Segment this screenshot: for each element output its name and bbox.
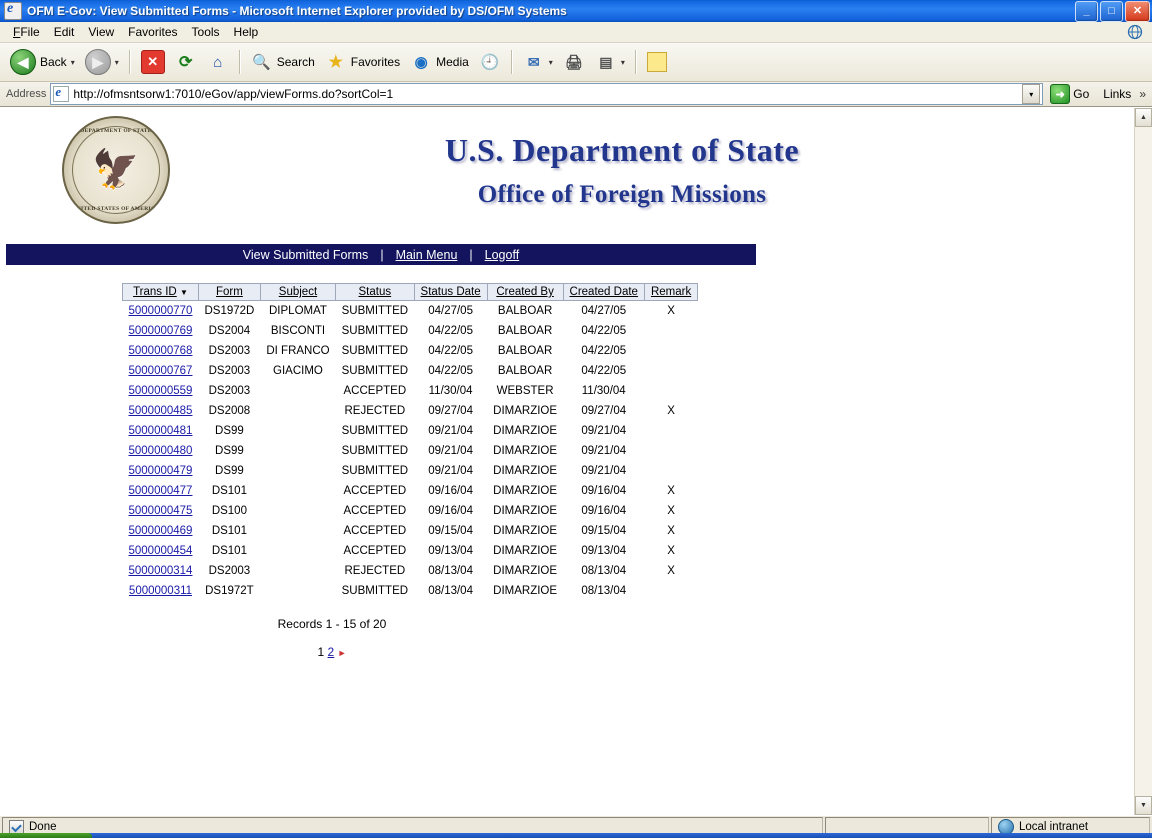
cell-created-by: WEBSTER	[496, 385, 554, 397]
document-area	[0, 107, 1152, 815]
cell-status-date: 09/15/04	[428, 525, 473, 537]
cell-remark: X	[667, 485, 675, 497]
column-header-status-label: Status	[358, 286, 392, 298]
cell-form: DS99	[215, 465, 244, 477]
cell-trans-id	[123, 301, 199, 322]
stop-icon: ✕	[141, 50, 165, 74]
trans-id-link[interactable]: 5000000767	[128, 365, 193, 377]
minimize-button[interactable]	[1075, 1, 1098, 22]
table-header-row	[123, 284, 698, 301]
home-button[interactable]	[203, 46, 233, 78]
cell-status-date: 09/16/04	[428, 505, 473, 517]
trans-id-link[interactable]: 5000000485	[128, 405, 193, 417]
go-arrow-icon: ➜	[1050, 84, 1070, 104]
toolbar-overflow-chevron-icon[interactable]: »	[1139, 87, 1146, 101]
submitted-forms-table	[122, 283, 698, 601]
trans-id-link[interactable]: 5000000479	[128, 465, 193, 477]
column-header-remark[interactable]	[644, 284, 697, 301]
cell-created-by: DIMARZIOE	[493, 445, 558, 457]
cell-form: DS2003	[208, 345, 251, 357]
cell-status: ACCEPTED	[343, 385, 407, 397]
trans-id-link[interactable]: 5000000768	[128, 345, 193, 357]
table-row	[123, 541, 698, 561]
media-label: Media	[436, 55, 469, 69]
refresh-button[interactable]	[171, 46, 201, 78]
trans-id-link[interactable]: 5000000481	[128, 425, 193, 437]
cell-status-date: 08/13/04	[428, 585, 473, 597]
column-header-trans-id[interactable]	[123, 284, 199, 301]
nav-separator: |	[469, 247, 473, 262]
maximize-button[interactable]	[1100, 1, 1123, 22]
cell-status-date: 08/13/04	[428, 565, 473, 577]
cell-status: SUBMITTED	[341, 325, 409, 337]
go-button[interactable]	[1047, 83, 1095, 105]
cell-created-date: 09/16/04	[581, 485, 627, 497]
record-count-text: Records 1 - 15 of 20	[277, 617, 387, 631]
home-icon: ⌂	[213, 53, 223, 71]
cell-status-date: 04/22/05	[428, 325, 473, 337]
search-label: Search	[276, 55, 315, 69]
cell-trans-id	[123, 341, 199, 361]
cell-remark	[644, 321, 697, 341]
cell-subject	[260, 441, 335, 461]
address-url-text: http://ofmsntsorw1:7010/eGov/app/viewForms.do?sortCol=1	[73, 87, 394, 101]
cell-form: DS2004	[208, 325, 251, 337]
cell-remark	[644, 581, 697, 601]
cell-status-date: 09/16/04	[428, 485, 473, 497]
cell-remark	[644, 461, 697, 481]
cell-status-date: 04/22/05	[428, 345, 473, 357]
table-row	[123, 401, 698, 421]
cell-trans-id	[123, 501, 199, 521]
window-controls	[1075, 1, 1150, 22]
page-banner	[0, 108, 1134, 228]
cell-created-date: 04/22/05	[581, 325, 627, 337]
nav-current-page-label: View Submitted Forms	[242, 247, 369, 262]
vertical-scrollbar[interactable]	[1134, 108, 1152, 815]
start-button[interactable]	[0, 833, 92, 838]
cell-created-date: 09/27/04	[581, 405, 627, 417]
cell-trans-id	[123, 361, 199, 381]
maximize-icon: □	[1108, 4, 1115, 17]
trans-id-link[interactable]: 5000000770	[128, 305, 193, 317]
cell-created-date: 09/21/04	[581, 425, 627, 437]
table-row	[123, 421, 698, 441]
column-header-status-date-label: Status Date	[420, 286, 481, 298]
links-label: Links	[1103, 87, 1132, 101]
cell-status-date: 11/30/04	[428, 385, 473, 397]
column-header-created-by[interactable]	[487, 284, 563, 301]
cell-created-date: 11/30/04	[581, 385, 626, 397]
edit-dropdown-caret-icon[interactable]: ▾	[620, 57, 625, 67]
column-header-created-by-label: Created By	[496, 286, 554, 298]
cell-created-date: 08/13/04	[581, 585, 627, 597]
nav-link-main-menu[interactable]: Main Menu	[395, 247, 458, 262]
chevron-down-icon: ▾	[1029, 89, 1034, 99]
table-row	[123, 501, 698, 521]
cell-remark	[644, 381, 697, 401]
cell-created-date: 09/13/04	[581, 545, 627, 557]
cell-subject	[260, 541, 335, 561]
cell-subject	[260, 401, 335, 421]
cell-trans-id	[123, 441, 199, 461]
seal-ring-bottom-text: UNITED STATES OF AMERICA	[72, 206, 160, 212]
page-icon	[53, 86, 69, 102]
cell-created-by: DIMARZIOE	[493, 585, 558, 597]
forward-dropdown-caret-icon[interactable]: ▾	[114, 57, 119, 67]
favorites-button[interactable]	[321, 46, 404, 78]
scroll-up-button[interactable]: ▲	[1135, 108, 1152, 127]
cell-created-date: 09/15/04	[581, 525, 627, 537]
toolbar-separator	[635, 50, 637, 74]
web-page	[0, 108, 1134, 815]
column-header-form-label: Form	[215, 286, 243, 298]
column-header-created-date[interactable]	[563, 284, 644, 301]
department-of-state-seal-icon	[62, 116, 170, 224]
page-subtitle: Office of Foreign Missions	[477, 180, 767, 208]
menu-item-view[interactable]: View	[88, 25, 115, 39]
cell-form: DS99	[215, 425, 244, 437]
cell-trans-id	[123, 421, 199, 441]
cell-status: ACCEPTED	[343, 545, 407, 557]
cell-status-date: 09/21/04	[428, 445, 473, 457]
cell-status: SUBMITTED	[341, 305, 409, 317]
cell-status: SUBMITTED	[341, 445, 409, 457]
links-button[interactable]	[1099, 87, 1135, 101]
nav-link-logoff[interactable]: Logoff	[484, 247, 520, 262]
cell-form: DS101	[211, 485, 247, 497]
forward-button[interactable]	[81, 46, 123, 78]
next-page-arrow-icon[interactable]: ►	[337, 648, 347, 658]
cell-remark: X	[667, 525, 675, 537]
cell-status: SUBMITTED	[341, 465, 409, 477]
minimize-icon: _	[1083, 4, 1090, 17]
column-header-subject[interactable]	[260, 284, 335, 301]
table-row	[123, 441, 698, 461]
address-bar	[0, 82, 1152, 107]
table-header	[123, 284, 698, 301]
pagination	[122, 645, 542, 659]
status-message: Done	[29, 821, 57, 833]
cell-created-by: BALBOAR	[497, 305, 553, 317]
back-label: Back	[40, 55, 67, 69]
media-icon: ◉	[414, 54, 428, 71]
cell-form: DS101	[211, 545, 247, 557]
page-number-2-link[interactable]: 2	[327, 645, 335, 659]
cell-trans-id	[123, 581, 199, 601]
column-header-form[interactable]	[198, 284, 260, 301]
menu-item-favorites[interactable]: Favorites	[128, 25, 178, 39]
cell-subject: DI FRANCO	[266, 345, 330, 357]
search-icon: 🔍	[252, 54, 272, 71]
cell-remark	[644, 441, 697, 461]
cell-created-by: DIMARZIOE	[493, 505, 558, 517]
back-dropdown-caret-icon[interactable]: ▾	[70, 57, 75, 67]
window-title: OFM E-Gov: View Submitted Forms - Microsoft Internet Explorer provided by DS/OFM Systems	[27, 4, 567, 18]
cell-trans-id	[123, 561, 199, 581]
menu-item-tools[interactable]: Tools	[191, 25, 220, 39]
security-zone-label: Local intranet	[1019, 821, 1089, 833]
cell-created-date: 04/27/05	[581, 305, 627, 317]
cell-created-by: BALBOAR	[497, 365, 553, 377]
cell-status: ACCEPTED	[343, 525, 407, 537]
cell-status-date: 04/27/05	[428, 305, 473, 317]
title-bar	[0, 0, 1152, 22]
table-row	[123, 321, 698, 341]
cell-trans-id	[123, 481, 199, 501]
cell-subject	[260, 381, 335, 401]
trans-id-link[interactable]: 5000000469	[128, 525, 193, 537]
cell-subject	[260, 581, 335, 601]
page-titles	[110, 132, 1134, 209]
cell-status: SUBMITTED	[341, 425, 409, 437]
column-header-remark-label: Remark	[650, 286, 692, 298]
scrollbar-track[interactable]	[1135, 127, 1152, 796]
refresh-icon: ⟳	[179, 54, 193, 71]
table-row	[123, 461, 698, 481]
cell-form: DS1972D	[204, 305, 255, 317]
table-row	[123, 521, 698, 541]
column-header-trans-id-label: Trans ID	[133, 286, 177, 298]
close-icon: ✕	[1132, 4, 1143, 17]
cell-status-date: 09/27/04	[428, 405, 473, 417]
history-button[interactable]	[475, 46, 505, 78]
media-button[interactable]	[406, 46, 473, 78]
cell-status: REJECTED	[344, 405, 406, 417]
table-row	[123, 581, 698, 601]
cell-remark	[644, 361, 697, 381]
cell-form: DS99	[215, 445, 244, 457]
cell-form: DS2008	[208, 405, 251, 417]
cell-subject	[260, 421, 335, 441]
seal-eagle-icon: 🦅	[92, 149, 140, 191]
table-row	[123, 361, 698, 381]
forward-arrow-icon: ▶	[85, 49, 111, 75]
cell-status-date: 09/21/04	[428, 425, 473, 437]
history-clock-icon: 🕘	[480, 54, 500, 71]
column-header-status[interactable]	[336, 284, 414, 301]
cell-remark	[644, 421, 697, 441]
cell-form: DS2003	[208, 565, 251, 577]
cell-created-by: BALBOAR	[497, 325, 553, 337]
scroll-down-button[interactable]: ▼	[1135, 796, 1152, 815]
column-header-status-date[interactable]	[414, 284, 487, 301]
menu-item-help[interactable]: Help	[233, 25, 259, 39]
cell-subject	[260, 481, 335, 501]
stop-button[interactable]	[137, 46, 169, 78]
cell-created-date: 09/21/04	[581, 465, 627, 477]
cell-status: REJECTED	[344, 565, 406, 577]
cell-created-by: DIMARZIOE	[493, 465, 558, 477]
print-button[interactable]	[559, 46, 589, 78]
address-input[interactable]	[50, 83, 1043, 105]
seal-ring-top-text: DEPARTMENT OF STATE	[80, 128, 152, 134]
toolbar-separator	[129, 50, 131, 74]
cell-subject	[260, 561, 335, 581]
cell-status-date: 09/13/04	[428, 545, 473, 557]
column-header-subject-label: Subject	[278, 286, 318, 298]
menu-item-edit[interactable]: Edit	[53, 25, 75, 39]
trans-id-link[interactable]: 5000000311	[128, 585, 193, 597]
connection-globe-icon	[1126, 23, 1144, 41]
cell-created-by: DIMARZIOE	[493, 545, 558, 557]
trans-id-link[interactable]: 5000000769	[128, 325, 193, 337]
cell-form: DS1972T	[205, 585, 254, 597]
cell-remark	[644, 341, 697, 361]
sort-descending-icon: ▼	[179, 288, 188, 297]
cell-status-date: 04/22/05	[428, 365, 473, 377]
printer-icon: 🖨	[564, 53, 583, 70]
address-label: Address	[6, 88, 47, 100]
trans-id-link[interactable]: 5000000454	[128, 545, 193, 557]
cell-trans-id	[123, 461, 199, 481]
mail-icon: ✉	[527, 53, 540, 70]
star-icon: ★	[328, 54, 343, 71]
cell-subject: GIACIMO	[273, 365, 323, 377]
column-header-created-date-label: Created Date	[569, 286, 638, 298]
cell-created-date: 04/22/05	[581, 345, 627, 357]
trans-id-link[interactable]: 5000000314	[128, 565, 193, 577]
table-body	[123, 301, 698, 602]
cell-created-by: DIMARZIOE	[493, 405, 558, 417]
taskbar	[0, 833, 1152, 838]
trans-id-link[interactable]: 5000000475	[128, 505, 193, 517]
table-row	[123, 561, 698, 581]
cell-trans-id	[123, 401, 199, 421]
edit-page-icon: ▤	[599, 53, 613, 70]
address-dropdown-button[interactable]	[1022, 84, 1040, 104]
cell-trans-id	[123, 381, 199, 401]
go-label: Go	[1073, 87, 1090, 101]
back-button[interactable]	[6, 46, 79, 78]
edit-button[interactable]	[591, 46, 629, 78]
notes-button[interactable]	[643, 46, 671, 78]
search-button[interactable]	[247, 46, 319, 78]
cell-subject	[260, 461, 335, 481]
mail-dropdown-caret-icon[interactable]: ▾	[548, 57, 553, 67]
cell-status-date: 09/21/04	[428, 465, 473, 477]
trans-id-link[interactable]: 5000000480	[128, 445, 193, 457]
nav-separator: |	[380, 247, 384, 262]
note-icon	[647, 52, 667, 72]
cell-status: ACCEPTED	[343, 485, 407, 497]
cell-created-by: DIMARZIOE	[493, 485, 558, 497]
trans-id-link[interactable]: 5000000559	[128, 385, 193, 397]
favorites-label: Favorites	[350, 55, 401, 69]
table-row	[123, 381, 698, 401]
toolbar-separator	[239, 50, 241, 74]
back-arrow-icon: ◀	[10, 49, 36, 75]
table-row	[123, 481, 698, 501]
cell-remark: X	[667, 305, 675, 317]
table-row	[123, 301, 698, 322]
menu-item-file[interactable]: FFile	[13, 25, 40, 39]
cell-remark: X	[667, 565, 675, 577]
submitted-forms-table-wrapper	[0, 283, 1134, 601]
cell-trans-id	[123, 321, 199, 341]
mail-button[interactable]	[519, 46, 557, 78]
cell-status: SUBMITTED	[341, 345, 409, 357]
cell-created-by: BALBOAR	[497, 345, 553, 357]
cell-created-date: 09/21/04	[581, 445, 627, 457]
cell-created-by: DIMARZIOE	[493, 425, 558, 437]
navigation-toolbar	[0, 43, 1152, 82]
trans-id-link[interactable]: 5000000477	[128, 485, 193, 497]
cell-remark: X	[667, 545, 675, 557]
cell-status: SUBMITTED	[341, 365, 409, 377]
cell-form: DS100	[211, 505, 247, 517]
cell-remark: X	[667, 405, 675, 417]
cell-created-date: 09/16/04	[581, 505, 627, 517]
cell-form: DS2003	[208, 365, 251, 377]
cell-subject	[260, 501, 335, 521]
cell-created-by: DIMARZIOE	[493, 565, 558, 577]
internet-explorer-icon	[4, 2, 22, 20]
page-title: U.S. Department of State	[444, 131, 800, 168]
close-button[interactable]	[1125, 1, 1150, 22]
cell-subject	[260, 521, 335, 541]
site-navigation-bar	[6, 244, 756, 265]
cell-status: ACCEPTED	[343, 505, 407, 517]
cell-created-date: 04/22/05	[581, 365, 627, 377]
cell-remark: X	[667, 505, 675, 517]
cell-status: SUBMITTED	[341, 585, 409, 597]
cell-trans-id	[123, 521, 199, 541]
menu-item-file-label: File	[20, 25, 40, 39]
cell-form: DS2003	[208, 385, 251, 397]
cell-form: DS101	[211, 525, 247, 537]
table-row	[123, 341, 698, 361]
page-number-current: 1	[317, 645, 325, 659]
cell-created-by: DIMARZIOE	[493, 525, 558, 537]
cell-created-date: 08/13/04	[581, 565, 627, 577]
cell-subject: DIPLOMAT	[269, 305, 327, 317]
cell-trans-id	[123, 541, 199, 561]
cell-subject: BISCONTI	[270, 325, 326, 337]
toolbar-separator	[511, 50, 513, 74]
menu-bar	[0, 22, 1152, 43]
